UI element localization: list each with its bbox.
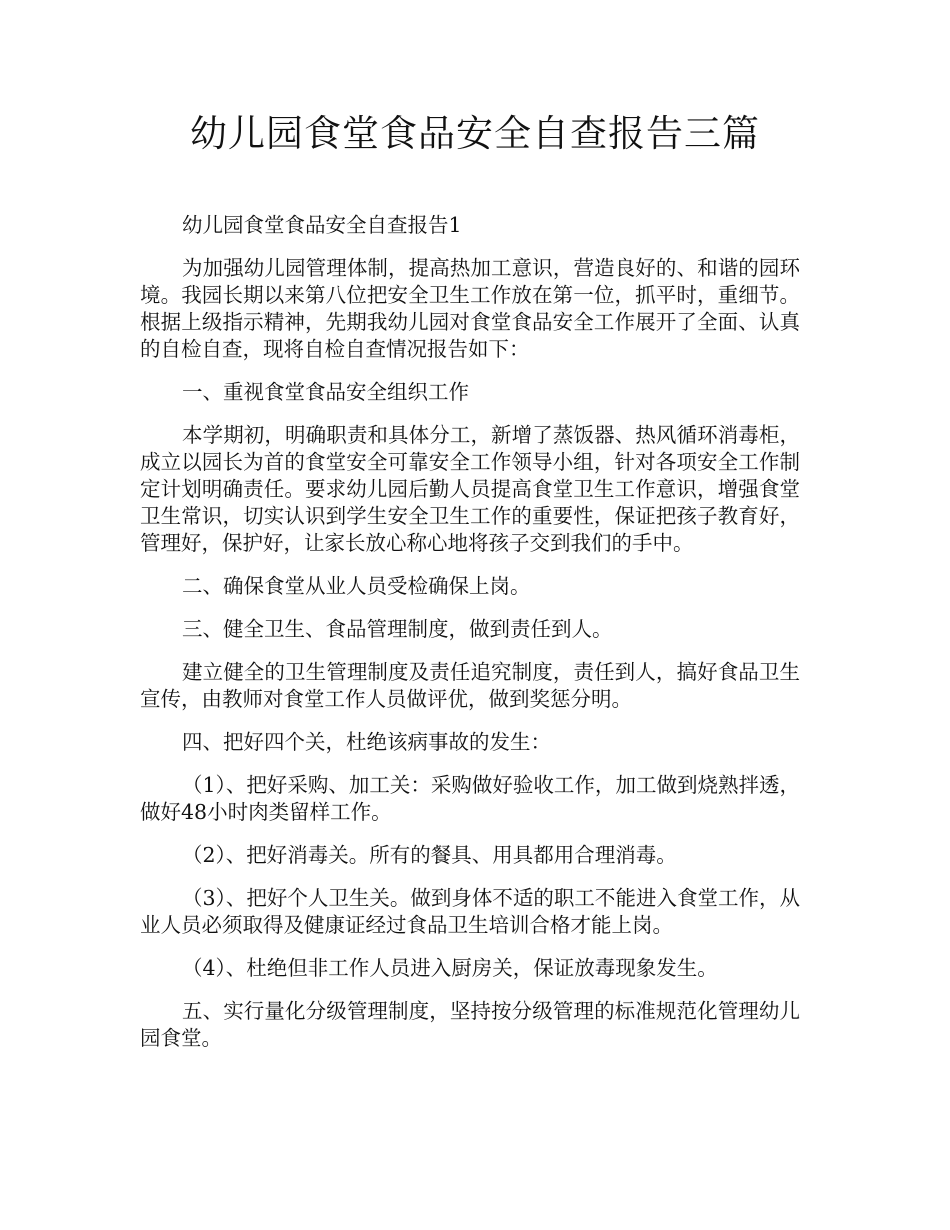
section-heading-1: 一、重视食堂食品安全组织工作 [182, 380, 469, 404]
section-4-item-3: （3）、把好个人卫生关。做到身体不适的职工不能进入食堂工作，从业人员必须取得及健康证经过食品卫生培训合格才能上岗。 [140, 886, 800, 937]
document-title: 幼儿园食堂食品安全自查报告三篇 [190, 112, 760, 155]
section-heading-2: 二、确保食堂从业人员受检确保上岗。 [182, 574, 531, 598]
document-body [140, 212, 800, 1068]
section-4-item-1: （1）、把好采购、加工关：采购做好验收工作，加工做到烧熟拌透，做好48小时肉类留样工作。 [140, 773, 800, 824]
report-subtitle: 幼儿园食堂食品安全自查报告1 [182, 213, 462, 237]
section-4-item-4: （4）、杜绝但非工作人员进入厨房关，保证放毒现象发生。 [182, 956, 718, 980]
section-heading-5: 五、实行量化分级管理制度，坚持按分级管理的标准规范化管理幼儿园食堂。 [140, 999, 800, 1050]
section-1-paragraph: 本学期初，明确职责和具体分工，新增了蒸饭器、热风循环消毒柜，成立以园长为首的食堂安全可靠安全工作领导小组，针对各项安全工作制定计划明确责任。要求幼儿园后勤人员提高食堂卫生工作意识，增强食堂卫生常识，切实认识到学生安全卫生工作的重要性，保证把孩子教育好，管理好，保护好，让家长放心称心地将孩子交到我们的手中。 [140, 423, 800, 555]
section-heading-4: 四、把好四个关，杜绝该病事故的发生： [182, 730, 551, 754]
section-4-item-2: （2）、把好消毒关。所有的餐具、用具都用合理消毒。 [182, 843, 677, 867]
intro-paragraph: 为加强幼儿园管理体制，提高热加工意识，营造良好的、和谐的园环境。我园长期以来第八位把安全卫生工作放在第一位，抓平时，重细节。根据上级指示精神，先期我幼儿园对食堂食品安全工作展开了全面、认真的自检自查，现将自检自查情况报告如下： [140, 256, 800, 361]
section-heading-3: 三、健全卫生、食品管理制度，做到责任到人。 [182, 617, 613, 641]
section-3-paragraph: 建立健全的卫生管理制度及责任追究制度，责任到人，搞好食品卫生宣传，由教师对食堂工作人员做评优，做到奖惩分明。 [140, 660, 800, 711]
